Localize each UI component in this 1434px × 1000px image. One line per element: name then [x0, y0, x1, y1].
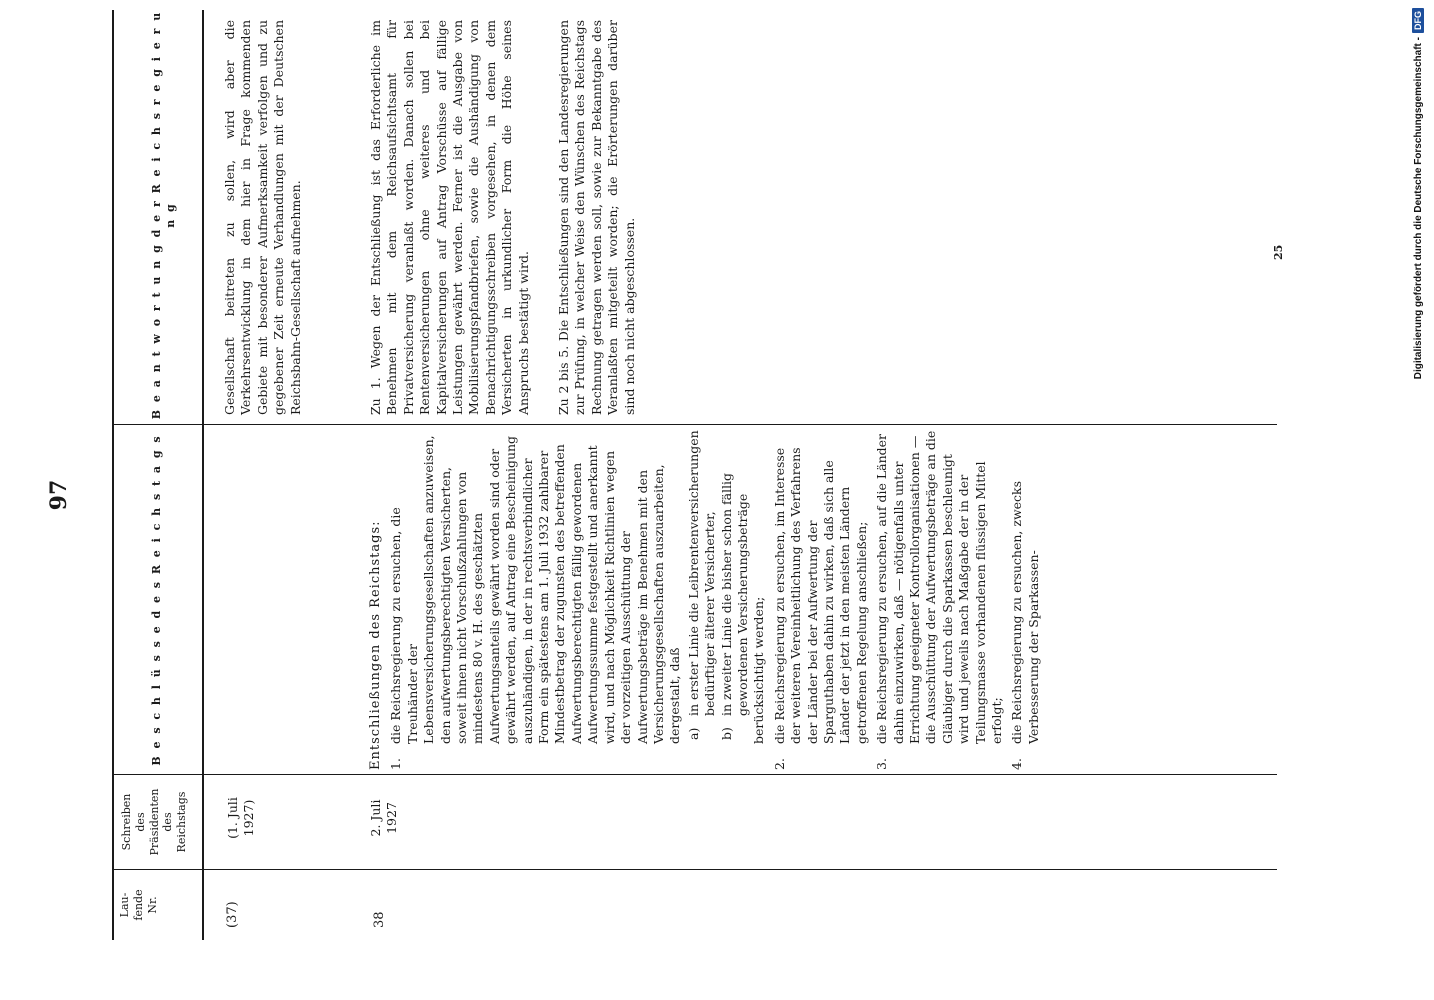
col-divider-2 — [112, 774, 1277, 775]
answer-paragraph-2: Zu 2 bis 5. Die Entschließungen sind den Landesregierungen zur Prüfung, in welcher Weise den Wünschen des Reichstags Rechnung getragen werden soll, sowie zur Bekanntgabe des Veranlaßten mitgeteilt worden; die Erörterungen darüber sind noch nicht abgeschlossen. — [556, 20, 637, 415]
sub-item-letter: a) — [685, 727, 701, 740]
resolution-list — [388, 430, 1042, 770]
page-number: 97 — [46, 479, 72, 511]
table-row-37-number: (37) — [225, 901, 240, 928]
resolution-number: 1. — [388, 758, 404, 770]
table-row-38-date: 2. Juli 1927 — [368, 799, 400, 837]
header-letter-of-president: Schreiben des Präsidenten des Reichstags — [120, 788, 188, 856]
table-row-37-answer: Gesellschaft beitreten zu sollen, wird aber die Verkehrsentwicklung in dem hier in Frage kommenden Gebiete mit besonderer Aufmerksamkeit verfolgen und zu gegebener Zeit erneute Verhandlungen mit der Deutschen Reichsbahn-Gesellschaft aufnehmen. — [222, 20, 303, 415]
footer-credit — [1408, 8, 1430, 998]
header-bottom-rule — [202, 10, 204, 940]
resolution-sub-item-a — [686, 430, 719, 744]
header-serial-number: Lau- fende Nr. — [118, 889, 159, 921]
table-row-38-resolutions — [368, 430, 1046, 770]
resolution-text: die Reichsregierung zu ersuchen, die Treuhänder der Lebensversicherungsgesellschaften anzuweisen, den aufwertungsberechtigten Versicherten, soweit ihnen nicht Vorschußzahlungen von mindestens 80 v. H. des geschätzten Aufwertungsanteils gewährt worden sind oder gewährt werden, auf Antrag eine Bescheinigung auszuhändigen, in der in rechtsverbindlicher Form ein spätestens am 1. Juli 1932 zahlbarer Mindestbetrag der zugunsten des betreffenden Aufwertungsberechtigten fällig gewordenen Aufwertungssumme festgestellt und anerkannt wird, und nach Möglichkeit Richtlinien wegen der vorzeitigen Ausschüttung der Aufwertungsbeträge im Benehmen mit den Versicherungsgesellschaften auszuarbeiten, dergestalt, daß — [388, 435, 683, 744]
resolution-item-2 — [772, 430, 870, 770]
resolution-tail: berücksichtigt werden; — [751, 596, 767, 744]
resolution-text: die Reichsregierung zu ersuchen, im Interesse der weiteren Vereinheitlichung des Verfahrens der Länder bei der Aufwertung der Sparguthaben dahin zu wirken, daß sich alle Länder der jetzt in den meisten Ländern getroffenen Regelung anschließen; — [771, 447, 869, 744]
answer-paragraph-1: Zu 1. Wegen der Entschließung ist das Erforderliche im Benehmen mit dem Reichsaufsichtsamt für Privatversicherung veranlaßt worden. Danach sollen bei Rentenversicherungen ohne weiteres und bei Kapitalversicherungen auf Antrag Vorschüsse auf fällige Leistungen gewährt werden. Ferner ist die Ausgabe von Mobilisierungspfandbriefen, sowie die Aushändigung von Benachrichtigungsschreiben vorgesehen, in denen dem Versicherten in urkundlicher Form die Höhe seines Anspruchs bestätigt wird. — [368, 20, 531, 415]
resolution-number: 2. — [771, 758, 787, 770]
dfg-logo: DFG — [1412, 8, 1424, 33]
resolution-sub-list — [686, 430, 752, 744]
col-divider-3 — [112, 424, 1277, 425]
page-number-small: 25 — [1272, 244, 1285, 260]
table-top-rule — [112, 10, 114, 940]
resolutions-heading: Entschließungen des Reichstags: — [368, 520, 383, 770]
resolution-item-4 — [1009, 430, 1042, 770]
header-resolutions: B e s c h l ü s s e d e s R e i c h s t a g s — [150, 434, 163, 766]
table-row-38-number: 38 — [372, 911, 387, 928]
sub-item-letter: b) — [718, 727, 734, 740]
table-row-37-date: (1. Juli 1927) — [225, 797, 257, 839]
resolution-text: die Reichsregierung zu ersuchen, auf die Länder dahin einzuwirken, daß — nötigenfalls unter Errichtung geeigneter Kontrollorganisationen — die Ausschüttung der Aufwertungsbeträge an die Gläubiger durch die Sparkassen beschleunigt wird und jeweils nach Maßgabe der in der Teilungsmasse vorhandenen flüssigen Mittel erfolgt; — [874, 430, 1005, 744]
sub-item-text: in zweiter Linie die bisher schon fällig gewordenen Versicherungsbeträge — [718, 472, 750, 716]
resolution-number: 3. — [874, 758, 890, 770]
sub-item-text: in erster Linie die Leibrentenversicherungen bedürftiger älterer Versicherter, — [685, 430, 718, 716]
col-divider-1 — [112, 869, 1277, 870]
resolution-item-3 — [874, 430, 1005, 770]
resolution-item-1 — [388, 430, 767, 770]
resolution-sub-item-b — [719, 430, 752, 744]
resolution-text: die Reichsregierung zu ersuchen, zwecks Verbesserung der Sparkassen- — [1009, 480, 1041, 744]
footer-credit-text: Digitalisierung gefördert durch die Deutsche Forschungsgemeinschaft - — [1413, 37, 1424, 380]
table-row-38-answers — [368, 20, 644, 415]
header-government-answer: B e a n t w o r t u n g d e r R e i c h s r e g i e r u n g — [150, 10, 177, 420]
resolution-number: 4. — [1009, 758, 1025, 770]
